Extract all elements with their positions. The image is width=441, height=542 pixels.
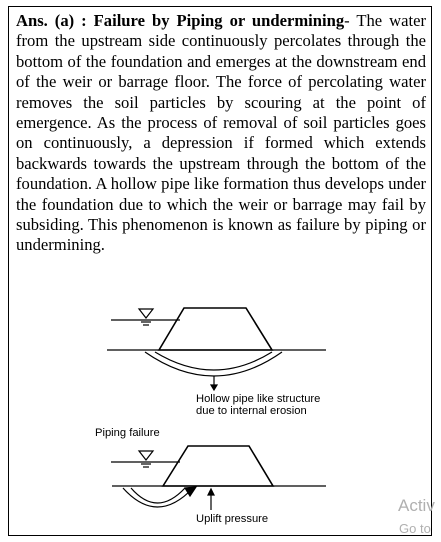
water-level-triangle-icon <box>139 451 153 467</box>
weir-body-2 <box>163 446 273 486</box>
annotation-hollow-pipe-line2: due to internal erosion <box>196 405 307 417</box>
annotation-uplift-pressure: Uplift pressure <box>196 513 269 525</box>
answer-body: The water from the upstream side continuously percolates through the bottom of the foundation and emerges at the downstream end of the weir or barrage floor. The force of percolating water removes the soil particles by scouring at the point of emergence. As the process of removal of soil particles goes on continuously, a depression if formed which extends backwards towards the upstream through the bottom of the foundation. A hollow pipe like formation thus develops under the foundation due to which the weir or barrage may fail by subsiding. This phenomenon is known as failure by piping or undermining. <box>16 11 426 255</box>
water-level-triangle-icon <box>139 309 153 325</box>
pipe-outer-curve <box>145 352 282 376</box>
answer-separator: - <box>344 11 357 30</box>
figure-hollow-pipe <box>107 308 326 390</box>
annotation-hollow-pipe-line1: Hollow pipe like structure <box>196 393 321 405</box>
figure-caption: Piping failure <box>95 427 160 439</box>
watermark-line2: Go to <box>399 521 431 536</box>
uplift-arrow-head <box>208 489 214 495</box>
watermark-line1: Activ <box>398 496 435 515</box>
figure-uplift-pressure <box>111 446 326 510</box>
answer-lead: Ans. (a) : Failure by Piping or undermining <box>16 11 345 30</box>
annotation-arrow-head <box>211 385 217 390</box>
weir-body <box>159 308 272 350</box>
